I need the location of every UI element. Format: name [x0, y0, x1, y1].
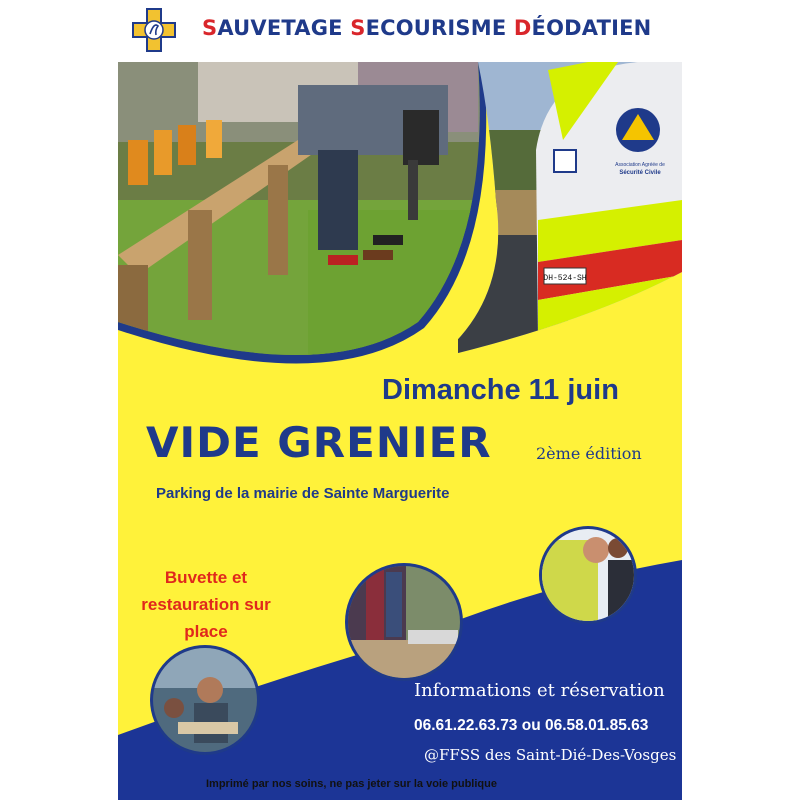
buvette-line: Buvette et — [164, 568, 248, 587]
footer-notice: Imprimé par nos soins, ne pas jeter sur la voie publique — [206, 778, 497, 790]
organization-title: SAUVETAGE SECOURISME DÉODATIEN — [202, 16, 652, 40]
van-badge-line2: Sécurité Civile — [619, 170, 661, 176]
flea-market-photo — [118, 62, 498, 362]
contact-social: @FFSS des Saint-Dié-Des-Vosges — [424, 746, 677, 764]
van-badge-line1: Association Agréée de — [615, 162, 665, 168]
first-aid-cross-logo-icon — [130, 6, 178, 54]
event-date: Dimanche 11 juin — [382, 374, 619, 406]
poster — [118, 0, 682, 800]
contact-phones: 06.61.22.63.73 ou 06.58.01.85.63 — [414, 717, 649, 734]
van-plate-text: DH-524-SH — [543, 274, 587, 283]
contact-title: Informations et réservation — [414, 680, 665, 701]
ambulance-van-photo — [458, 62, 682, 365]
event-name: VIDE GRENIER — [146, 418, 492, 467]
event-edition: 2ème édition — [536, 444, 642, 463]
buvette-text — [122, 564, 290, 645]
buvette-line: place — [184, 622, 228, 641]
buvette-line: restauration sur — [141, 595, 271, 614]
event-venue: Parking de la mairie de Sainte Marguerite — [156, 485, 450, 502]
header-bar — [118, 0, 682, 62]
